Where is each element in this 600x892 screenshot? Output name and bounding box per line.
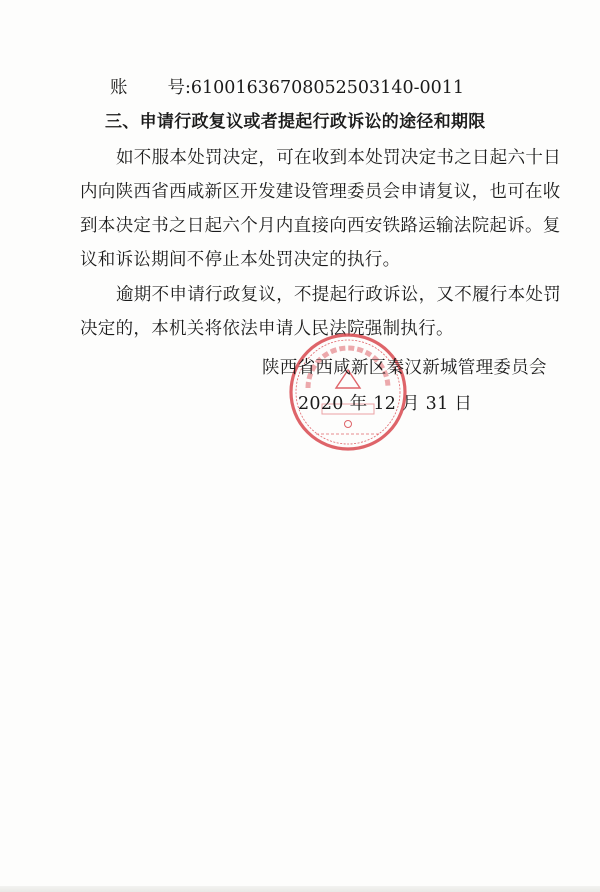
section-heading: 三、申请行政复议或者提起行政诉讼的途径和期限: [105, 112, 486, 132]
paragraph-1-line-2: 内向陕西省西咸新区开发建设管理委员会申请复议，也可在收: [80, 182, 561, 202]
account-label: 账: [110, 78, 128, 98]
paragraph-2-line-2: 决定的，本机关将依法申请人民法院强制执行。: [80, 319, 454, 339]
paragraph-1-line-1: 如不服本处罚决定，可在收到本处罚决定书之日起六十日: [116, 148, 561, 168]
signature-organization: 陕西省西咸新区秦汉新城管理委员会: [262, 358, 547, 378]
account-label-suffix: 号:: [167, 78, 191, 98]
paragraph-2-line-1: 逾期不申请行政复议，不提起行政诉讼，又不履行本处罚: [116, 285, 561, 305]
signature-date: 2020 年 12 月 31 日: [298, 394, 473, 414]
paragraph-1-line-3: 到本决定书之日起六个月内直接向西安铁路运输法院起诉。复: [80, 216, 561, 236]
page-bottom-edge: [0, 886, 600, 892]
account-line: [110, 76, 464, 100]
paragraph-1-line-4: 议和诉讼期间不停止本处罚决定的执行。: [80, 250, 401, 270]
account-number: 61001636708052503140-0011: [190, 78, 465, 98]
